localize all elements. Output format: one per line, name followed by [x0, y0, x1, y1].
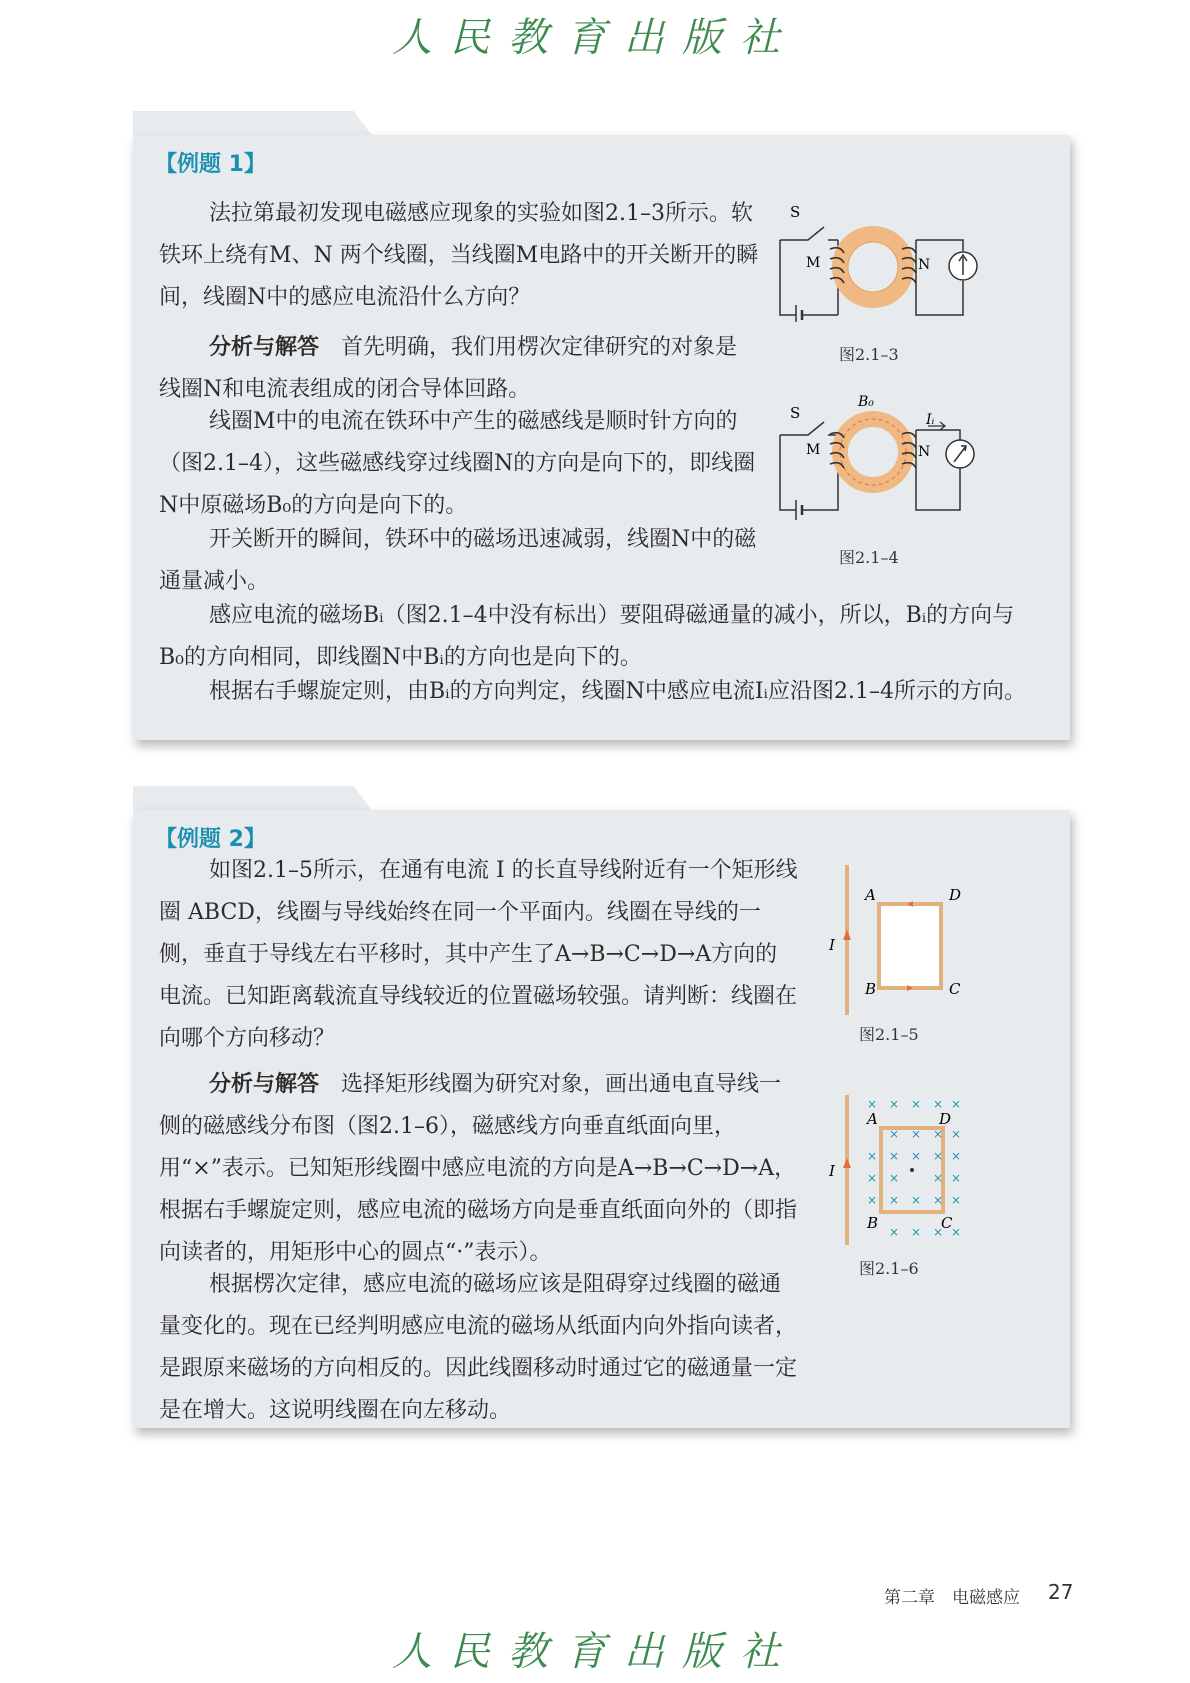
svg-text:×: ×	[889, 1127, 900, 1141]
svg-text:×: ×	[951, 1127, 962, 1141]
example2-analysis-label: 分析与解答	[209, 1072, 320, 1097]
fig3-caption: 图2.1–3	[839, 345, 899, 364]
example1-paragraph-4: 感应电流的磁场Bᵢ（图2.1–4中没有标出）要阻碍磁通量的减小，所以，Bᵢ的方向与B₀的方向相同，即线圈N中Bᵢ的方向也是向下的。	[159, 603, 1015, 670]
figure-2-1-3	[768, 197, 983, 322]
svg-text:×: ×	[933, 1225, 944, 1239]
svg-text:×: ×	[933, 1193, 944, 1207]
fig5-label-d: D	[949, 886, 962, 904]
fig3-label-m: M	[806, 255, 821, 271]
svg-text:×: ×	[933, 1149, 944, 1163]
example1-tab	[133, 111, 373, 137]
example2-title: 【例题 2】	[155, 827, 266, 852]
svg-text:×: ×	[951, 1171, 962, 1185]
example1-analysis-lead: 首先明确，我们用楞次定律研究的对象是线圈N和电流表组成的闭合导体回路。	[159, 335, 738, 402]
fig4-caption: 图2.1–4	[839, 548, 899, 567]
svg-text:×: ×	[951, 1149, 962, 1163]
fig3-label-n: N	[918, 257, 931, 273]
svg-text:×: ×	[951, 1225, 962, 1239]
example2-analysis-lead: 选择矩形线圈为研究对象，画出通电直导线一侧的磁感线分布图（图2.1–6），磁感线方向垂直纸面向里，用“×”表示。已知矩形线圈中感应电流的方向是A→B→C→D→A，根据右手螺旋定则，感应电流的磁场方向是垂直纸面向外的（即指向读者的，用矩形中心的圆点“·”表示）。	[159, 1072, 798, 1265]
fig6-label-c: C	[941, 1214, 953, 1232]
figure-2-1-5	[823, 860, 973, 1020]
page-number: 27	[1048, 1580, 1074, 1604]
publisher-logo-bottom: 人民教育出版社	[392, 1629, 798, 1675]
fig5-label-i: I	[829, 936, 835, 954]
svg-text:×: ×	[889, 1149, 900, 1163]
svg-text:×: ×	[911, 1149, 922, 1163]
fig4-label-m: M	[806, 442, 821, 458]
fig6-label-i: I	[829, 1162, 835, 1180]
example2-tab	[133, 786, 373, 812]
svg-text:×: ×	[951, 1097, 962, 1111]
fig4-label-ii: Iᵢ	[926, 412, 935, 428]
example1-paragraph-2: 线圈M中的电流在铁环中产生的磁感线是顺时针方向的（图2.1–4），这些磁感线穿过线圈N的方向是向下的，即线圈N中原磁场B₀的方向是向下的。	[159, 409, 756, 518]
example1-title: 【例题 1】	[155, 152, 266, 177]
example1-question: 法拉第最初发现电磁感应现象的实验如图2.1–3所示。软铁环上绕有M、N 两个线圈，当线圈M电路中的开关断开的瞬间，线圈N中的感应电流沿什么方向？	[159, 201, 759, 310]
svg-text:×: ×	[933, 1127, 944, 1141]
fig6-label-a: A	[867, 1110, 878, 1128]
example2-question: 如图2.1–5所示，在通有电流 I 的长直导线附近有一个矩形线圈 ABCD，线圈与导线始终在同一个平面内。线圈在导线的一侧，垂直于导线左右平移时，其中产生了A→B→C→D→A方向的电流。已知距离载流直导线较近的位置磁场较强。请判断：线圈在向哪个方向移动？	[159, 858, 798, 1051]
svg-text:×: ×	[889, 1097, 900, 1111]
svg-text:×: ×	[867, 1171, 878, 1185]
fig5-label-b: B	[865, 980, 877, 998]
fig6-caption: 图2.1–6	[859, 1259, 919, 1278]
publisher-logo-top: 人民教育出版社	[392, 15, 798, 61]
example2-panel	[133, 810, 1070, 1428]
fig4-label-b0: B₀	[858, 394, 874, 410]
svg-text:×: ×	[911, 1097, 922, 1111]
fig6-label-d: D	[939, 1110, 952, 1128]
fig4-label-n: N	[918, 444, 931, 460]
svg-text:×: ×	[951, 1193, 962, 1207]
fig5-label-a: A	[865, 886, 876, 904]
fig4-label-s: S	[790, 404, 801, 422]
svg-text:×: ×	[933, 1171, 944, 1185]
fig5-caption: 图2.1–5	[859, 1025, 919, 1044]
svg-text:×: ×	[867, 1149, 878, 1163]
svg-text:×: ×	[889, 1225, 900, 1239]
fig6-label-b: B	[867, 1214, 879, 1232]
svg-text:×: ×	[867, 1097, 878, 1111]
svg-text:×: ×	[911, 1127, 922, 1141]
fig5-label-c: C	[949, 980, 961, 998]
figure-2-1-4	[768, 390, 988, 525]
chapter-label: 第二章 电磁感应	[884, 1588, 1020, 1608]
example2-paragraph-2: 根据楞次定律，感应电流的磁场应该是阻碍穿过线圈的磁通量变化的。现在已经判明感应电流的磁场从纸面内向外指向读者，是跟原来磁场的方向相反的。因此线圈移动时通过它的磁通量一定是在增大。这说明线圈在向左移动。	[159, 1272, 798, 1423]
svg-text:×: ×	[911, 1225, 922, 1239]
svg-text:×: ×	[867, 1193, 878, 1207]
svg-text:×: ×	[933, 1097, 944, 1111]
figure-2-1-6	[823, 1090, 973, 1250]
svg-text:×: ×	[889, 1193, 900, 1207]
example2-analysis	[159, 1064, 799, 1274]
svg-text:×: ×	[911, 1193, 922, 1207]
example1-analysis	[159, 327, 759, 411]
example1-paragraph-5: 根据右手螺旋定则，由Bᵢ的方向判定，线圈N中感应电流Iᵢ应沿图2.1–4所示的方向。	[209, 679, 1026, 704]
svg-text:×: ×	[889, 1171, 900, 1185]
example1-analysis-label: 分析与解答	[209, 335, 320, 360]
example1-paragraph-3: 开关断开的瞬间，铁环中的磁场迅速减弱，线圈N中的磁通量减小。	[159, 527, 757, 594]
fig3-label-s: S	[790, 203, 801, 221]
example1-panel	[133, 135, 1070, 740]
